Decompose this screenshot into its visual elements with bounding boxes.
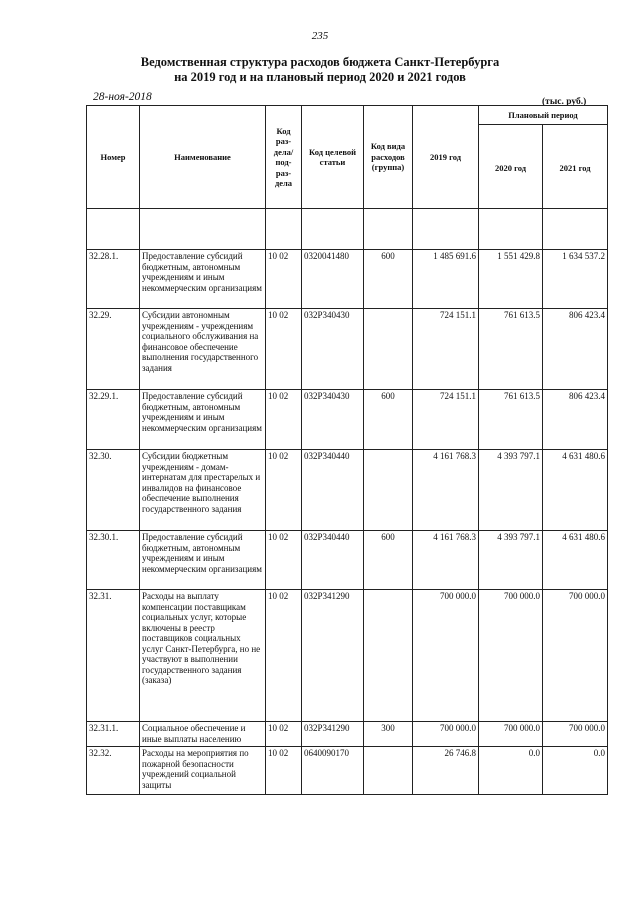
title-line-2: на 2019 год и на плановый период 2020 и 2021 годов xyxy=(174,70,466,84)
page-number: 235 xyxy=(311,30,329,42)
table-row xyxy=(87,450,608,531)
header-section-code: Код раз-дела/ под-раз-дела xyxy=(266,106,302,209)
row-2020: 761 613.5 xyxy=(479,390,543,450)
row-name: Субсидии автономным учреждениям - учреждениям социального обслуживания на финансовое обеспечение выполнения государственного задания xyxy=(140,309,266,390)
row-target-code: 032P341290 xyxy=(302,722,364,747)
row-2021: 806 423.4 xyxy=(543,309,608,390)
row-expense-type: 600 xyxy=(364,531,413,590)
units-label: (тыс. руб.) xyxy=(542,97,587,107)
row-name: Расходы на мероприятия по пожарной безопасности учреждений социальной защиты xyxy=(140,747,266,795)
row-number: 32.32. xyxy=(87,747,140,795)
row-section-code: 10 02 xyxy=(266,450,302,531)
row-expense-type xyxy=(364,309,413,390)
row-number: 32.31. xyxy=(87,590,140,722)
row-2020: 1 551 429.8 xyxy=(479,250,543,309)
row-number: 32.30. xyxy=(87,450,140,531)
row-2021: 4 631 480.6 xyxy=(543,531,608,590)
header-planned-period: Плановый период xyxy=(479,106,608,125)
row-2019: 4 161 768.3 xyxy=(413,531,479,590)
row-target-code: 0320041480 xyxy=(302,250,364,309)
row-target-code: 032P341290 xyxy=(302,590,364,722)
row-target-code: 032P340430 xyxy=(302,309,364,390)
header-year-2021: 2021 год xyxy=(543,125,608,209)
row-name: Предоставление субсидий бюджетным, автономным учреждениям и иным некоммерческим организациям xyxy=(140,250,266,309)
row-2021: 700 000.0 xyxy=(543,590,608,722)
row-section-code: 10 02 xyxy=(266,590,302,722)
row-2019: 1 485 691.6 xyxy=(413,250,479,309)
row-2019: 724 151.1 xyxy=(413,309,479,390)
table-row xyxy=(87,531,608,590)
row-2019: 700 000.0 xyxy=(413,590,479,722)
header-number: Номер xyxy=(87,106,140,209)
row-section-code: 10 02 xyxy=(266,390,302,450)
row-expense-type: 600 xyxy=(364,390,413,450)
table-row xyxy=(87,747,608,795)
table-row xyxy=(87,590,608,722)
row-section-code: 10 02 xyxy=(266,531,302,590)
table-header xyxy=(87,106,608,209)
header-target-code: Код целевой статьи xyxy=(302,106,364,209)
row-2021: 4 631 480.6 xyxy=(543,450,608,531)
header-name: Наименование xyxy=(140,106,266,209)
row-target-code: 032P340440 xyxy=(302,531,364,590)
header-expense-type-code: Код вида расходов (группа) xyxy=(364,106,413,209)
row-name: Предоставление субсидий бюджетным, автономным учреждениям и иным некоммерческим организациям xyxy=(140,390,266,450)
row-number: 32.30.1. xyxy=(87,531,140,590)
row-number: 32.31.1. xyxy=(87,722,140,747)
row-expense-type xyxy=(364,747,413,795)
row-expense-type: 300 xyxy=(364,722,413,747)
row-2019: 4 161 768.3 xyxy=(413,450,479,531)
row-name: Субсидии бюджетным учреждениям - домам-интернатам для престарелых и инвалидов на финансовое обеспечение выполнения государственного задания xyxy=(140,450,266,531)
table-row xyxy=(87,390,608,450)
row-2020: 4 393 797.1 xyxy=(479,450,543,531)
header-year-2020: 2020 год xyxy=(479,125,543,209)
row-expense-type xyxy=(364,590,413,722)
row-number: 32.28.1. xyxy=(87,250,140,309)
row-2020: 4 393 797.1 xyxy=(479,531,543,590)
header-spacer xyxy=(87,209,608,250)
row-number: 32.29.1. xyxy=(87,390,140,450)
table-row xyxy=(87,250,608,309)
row-target-code: 032P340430 xyxy=(302,390,364,450)
budget-table xyxy=(86,105,608,795)
row-section-code: 10 02 xyxy=(266,309,302,390)
table-body xyxy=(87,209,608,795)
row-name: Предоставление субсидий бюджетным, автономным учреждениям и иным некоммерческим организациям xyxy=(140,531,266,590)
table-row xyxy=(87,722,608,747)
document-title xyxy=(0,55,640,85)
document-date: 28-ноя-2018 xyxy=(93,91,152,103)
row-2021: 0.0 xyxy=(543,747,608,795)
header-year-2019: 2019 год xyxy=(413,106,479,209)
row-2019: 700 000.0 xyxy=(413,722,479,747)
row-name: Социальное обеспечение и иные выплаты населению xyxy=(140,722,266,747)
row-section-code: 10 02 xyxy=(266,722,302,747)
table-row xyxy=(87,309,608,390)
row-2021: 1 634 537.2 xyxy=(543,250,608,309)
row-2020: 700 000.0 xyxy=(479,590,543,722)
row-expense-type xyxy=(364,450,413,531)
row-2021: 806 423.4 xyxy=(543,390,608,450)
row-expense-type: 600 xyxy=(364,250,413,309)
row-2020: 700 000.0 xyxy=(479,722,543,747)
row-2020: 0.0 xyxy=(479,747,543,795)
row-target-code: 0640090170 xyxy=(302,747,364,795)
row-section-code: 10 02 xyxy=(266,747,302,795)
row-2019: 26 746.8 xyxy=(413,747,479,795)
row-section-code: 10 02 xyxy=(266,250,302,309)
row-target-code: 032P340440 xyxy=(302,450,364,531)
row-2019: 724 151.1 xyxy=(413,390,479,450)
row-2021: 700 000.0 xyxy=(543,722,608,747)
row-name: Расходы на выплату компенсации поставщикам социальных услуг, которые включены в реестр поставщиков социальных услуг Санкт-Петербурга, но не участвуют в выполнении государственного задания (заказа) xyxy=(140,590,266,722)
title-line-1: Ведомственная структура расходов бюджета Санкт-Петербурга xyxy=(140,55,500,69)
row-2020: 761 613.5 xyxy=(479,309,543,390)
row-number: 32.29. xyxy=(87,309,140,390)
